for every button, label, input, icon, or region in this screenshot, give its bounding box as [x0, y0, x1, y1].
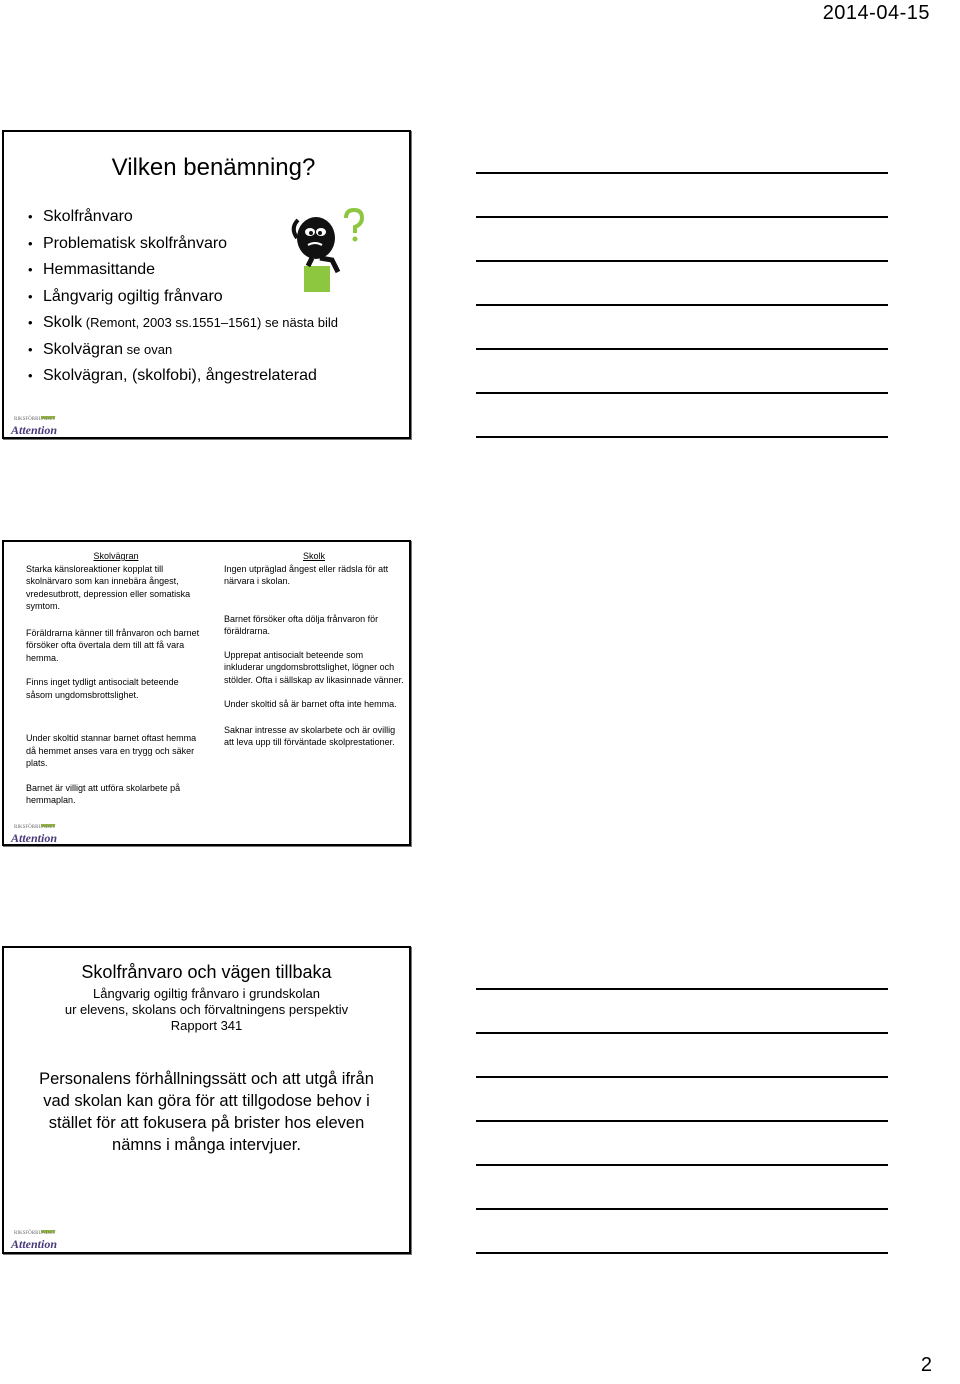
notes-line	[476, 436, 888, 438]
bullet-item: • Problematisk skolfrånvaro	[28, 231, 338, 258]
column-paragraph: Barnet är villigt att utföra skolarbete på hemmaplan.	[26, 782, 181, 805]
column-paragraph: Saknar intresse av skolarbete och är ovillig att leva upp till förväntade skolprestationer.	[224, 724, 396, 747]
skolvagran-column	[26, 550, 206, 807]
notes-line	[476, 1164, 888, 1166]
notes-line	[476, 304, 888, 306]
attention-logo: RIKSFÖRBUNDET Attention	[11, 825, 58, 845]
confused-person-question-mark-icon	[286, 208, 366, 294]
column-paragraph: Upprepat antisocialt beteende som inkluderar ungdomsbrottslighet, lögner och stölder. Ofta i sällskap av likasinnade vänner.	[224, 649, 404, 685]
bullet-item: • Skolfrånvaro	[28, 204, 338, 231]
column-paragraph: Finns inget tydligt antisocialt beteende såsom ungdomsbrottslighet.	[26, 677, 179, 700]
column-title: Skolvägran	[93, 551, 139, 561]
notes-line	[476, 1208, 888, 1210]
page-number: 2	[920, 1354, 932, 1376]
column-paragraph: Starka känsloreaktioner kopplat till skolnärvaro som kan innebära ångest, vredesutbrott, depression eller somatiska symtom.	[26, 563, 191, 611]
bullet-item: • Hemmasittande	[28, 257, 338, 284]
bullet-item: • Skolvägran se ovan	[28, 337, 338, 364]
notes-line	[476, 348, 888, 350]
notes-line	[476, 1252, 888, 1254]
notes-line	[476, 1032, 888, 1034]
notes-line	[476, 1120, 888, 1122]
bullet-item: • Skolvägran, (skolfobi), ångestrelaterad	[28, 363, 338, 390]
column-title: Skolk	[302, 551, 325, 561]
column-paragraph: Under skoltid stannar barnet oftast hemma då hemmet anses vara en trygg och säker plats.	[26, 733, 197, 768]
notes-line	[476, 216, 888, 218]
column-paragraph: Barnet försöker ofta dölja frånvaron för föräldrarna.	[224, 613, 379, 636]
column-paragraph: Föräldrarna känner till frånvaron och barnet försöker ofta övertala dem till att få vara hemma.	[26, 627, 200, 663]
column-paragraph: Ingen utpräglad ångest eller rädsla för att närvara i skolan.	[224, 563, 389, 586]
bullet-item: • Långvarig ogiltig frånvaro	[28, 284, 338, 311]
slide-title: Skolfrånvaro och vägen tillbaka	[81, 962, 332, 982]
slide-subtitle: Långvarig ogiltig frånvaro i grundskolan ur elevens, skolans och förvaltningens perspektiv Rapport 341	[64, 986, 349, 1033]
column-paragraph: Under skoltid så är barnet ofta inte hemma.	[224, 699, 397, 709]
header-date: 2014-04-15	[822, 2, 930, 24]
slide-2	[2, 540, 411, 846]
notes-line	[476, 392, 888, 394]
notes-line	[476, 988, 888, 990]
attention-logo: RIKSFÖRBUNDET Attention	[11, 1231, 58, 1251]
notes-line	[476, 260, 888, 262]
slide-body-text: Personalens förhållningssätt och att utgå ifrån vad skolan kan göra för att tillgodose behov i stället för att fokusera på brister hos eleven nämns i många intervjuer.	[39, 1070, 374, 1154]
skolk-column	[224, 550, 404, 749]
notes-line	[476, 172, 888, 174]
attention-logo: RIKSFÖRBUNDET Attention	[11, 417, 58, 437]
notes-line	[476, 1076, 888, 1078]
slide-3	[2, 946, 411, 1254]
slide-1	[2, 130, 411, 439]
bullet-item: • Skolk (Remont, 2003 ss.1551–1561) se nästa bild	[28, 310, 338, 337]
slide-title: Vilken benämning?	[111, 154, 316, 181]
